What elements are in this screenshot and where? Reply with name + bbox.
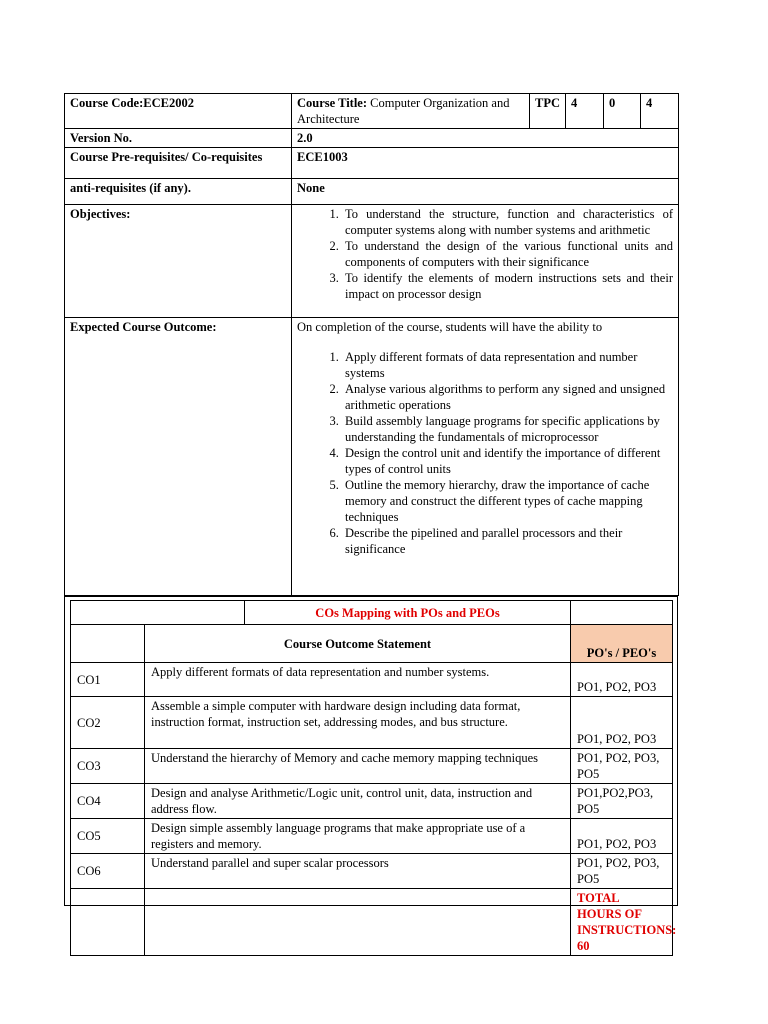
table-row <box>71 819 673 854</box>
total-hours: TOTAL HOURS OF INSTRUCTIONS: 60 <box>571 889 673 956</box>
footer-blank <box>71 889 145 956</box>
version-value: 2.0 <box>292 129 679 148</box>
tpc-credits: 4 <box>641 94 679 129</box>
co-statement: Design and analyse Arithmetic/Logic unit, control unit, data, instruction and address flow. <box>145 784 571 819</box>
objectives-list <box>297 206 673 302</box>
table-row <box>71 784 673 819</box>
outcome-item: 4. Design the control unit and identify the importance of different types of control units <box>342 445 673 477</box>
course-title: Computer Organization and Architecture <box>297 96 510 126</box>
po-mapping: PO1,PO2,PO3, PO5 <box>571 784 673 819</box>
co-id: CO3 <box>71 749 145 784</box>
co-po-mapping-table <box>70 600 677 956</box>
course-code: ECE2002 <box>143 96 194 110</box>
co-statement: Understand parallel and super scalar processors <box>145 854 571 889</box>
outcomes-list <box>297 349 673 557</box>
course-code-cell <box>65 94 292 129</box>
co-statement: Apply different formats of data representation and number systems. <box>145 663 571 697</box>
outcome-label: Expected Course Outcome: <box>65 318 292 596</box>
outcome-item: 6. Describe the pipelined and parallel processors and their significance <box>342 525 673 557</box>
co-statement: Assemble a simple computer with hardware design including data format, instruction format, instruction set, addressing modes, and bus structure. <box>145 697 571 749</box>
outcome-intro: On completion of the course, students will have the ability to <box>297 320 603 334</box>
co-id: CO1 <box>71 663 145 697</box>
co-id: CO6 <box>71 854 145 889</box>
outcome-item: 2. Analyse various algorithms to perform any signed and unsigned arithmetic operations <box>342 381 673 413</box>
objectives-label: Objectives: <box>65 205 292 318</box>
anti-value: None <box>292 179 679 205</box>
tpc-practical: 0 <box>604 94 641 129</box>
course-title-cell <box>292 94 530 129</box>
table-row <box>71 749 673 784</box>
tpc-theory: 4 <box>566 94 604 129</box>
mapping-blank-left <box>71 601 245 625</box>
header-blank <box>71 625 145 663</box>
table-row <box>71 854 673 889</box>
po-mapping: PO1, PO2, PO3 <box>571 819 673 854</box>
outcome-item: 5. Outline the memory hierarchy, draw the importance of cache memory and construct the different types of cache mapping techniques <box>342 477 673 525</box>
footer-blank-statement <box>145 889 571 956</box>
outcome-item: 1. Apply different formats of data representation and number systems <box>342 349 673 381</box>
po-mapping: PO1, PO2, PO3 <box>571 697 673 749</box>
table-row <box>71 663 673 697</box>
version-label: Version No. <box>65 129 292 148</box>
objectives-cell <box>292 205 679 318</box>
outcome-item: 3. Build assembly language programs for specific applications by understanding the fundamentals of microprocessor <box>342 413 673 445</box>
po-mapping: PO1, PO2, PO3, PO5 <box>571 749 673 784</box>
objective-item: 2. To understand the design of the various functional units and components of computers with their significance <box>342 238 673 270</box>
course-code-label: Course Code: <box>70 96 144 110</box>
mapping-blank-right <box>571 601 673 625</box>
prereq-value: ECE1003 <box>292 148 679 179</box>
course-title-label: Course Title: <box>297 96 368 110</box>
po-header: PO's / PEO's <box>571 625 673 663</box>
anti-label: anti-requisites (if any). <box>65 179 292 205</box>
mapping-title: COs Mapping with POs and PEOs <box>245 601 571 625</box>
co-statement: Design simple assembly language programs that make appropriate use of a registers and memory. <box>145 819 571 854</box>
co-id: CO2 <box>71 697 145 749</box>
po-mapping: PO1, PO2, PO3, PO5 <box>571 854 673 889</box>
co-id: CO4 <box>71 784 145 819</box>
table-row <box>71 697 673 749</box>
po-mapping: PO1, PO2, PO3 <box>571 663 673 697</box>
objective-item: 1. To understand the structure, function and characteristics of computer systems along with number systems and arithmetic <box>342 206 673 238</box>
co-statement: Understand the hierarchy of Memory and cache memory mapping techniques <box>145 749 571 784</box>
statement-header: Course Outcome Statement <box>145 625 571 663</box>
course-info-table <box>64 93 679 596</box>
prereq-label: Course Pre-requisites/ Co-requisites <box>65 148 292 179</box>
tpc-label: TPC <box>530 94 566 129</box>
outcome-cell <box>292 318 679 596</box>
objective-item: 3. To identify the elements of modern instructions sets and their impact on processor design <box>342 270 673 302</box>
co-id: CO5 <box>71 819 145 854</box>
